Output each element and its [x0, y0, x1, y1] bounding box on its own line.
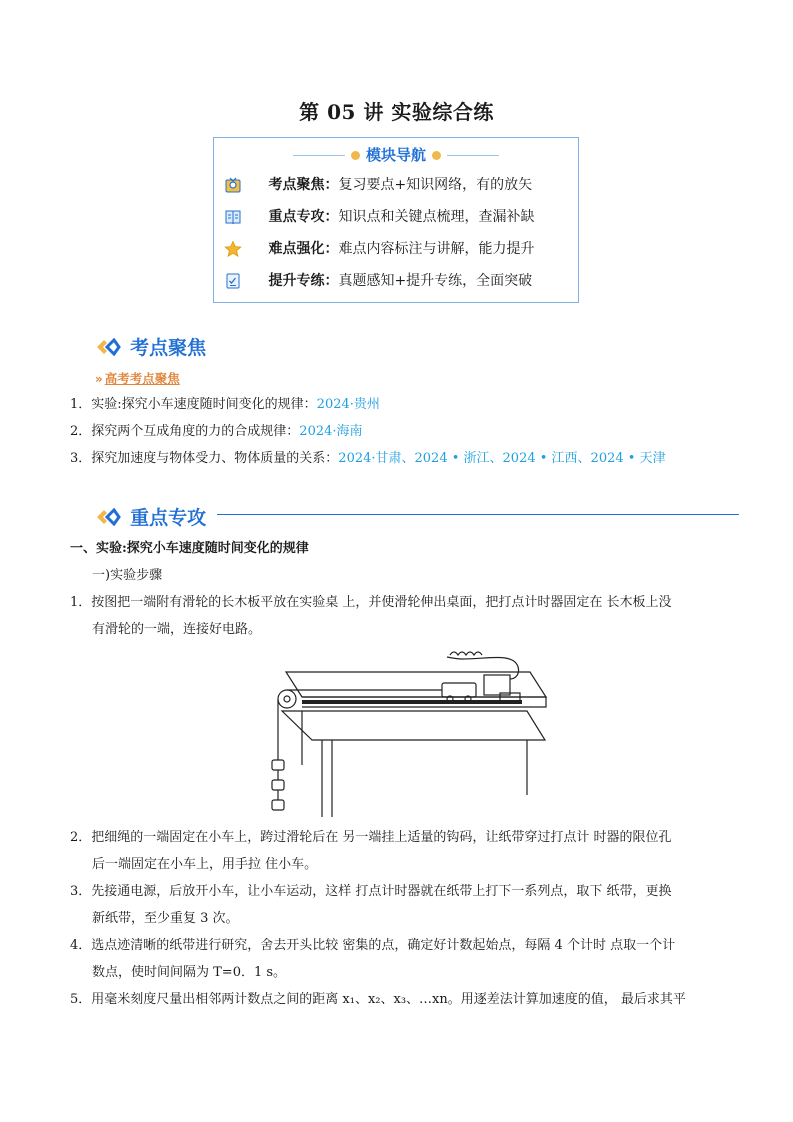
nav-row-key-points: 重点专攻：知识点和关键点梳理，查漏补缺 [224, 206, 534, 230]
module-navigation-box [213, 137, 579, 303]
step-line: 数点，使时间间隔为 T=0．1 s。 [92, 965, 287, 980]
step-line: 5．用毫米刻度尺量出相邻两计数点之间的距离 x₁、x₂、x₃、…xn。用逐差法计算加速度的值， 最后求其平 [70, 992, 686, 1007]
subsection-title: 一、实验:探究小车速度随时间变化的规律 [70, 541, 309, 556]
star-icon [224, 240, 242, 258]
page-title: 第 05 讲 实验综合练 [299, 100, 494, 124]
section-heading-exam-focus: 考点聚焦 [95, 333, 206, 359]
list-item: 2．探究两个互成角度的力的合成规律：2024·海南 [70, 424, 363, 439]
step-line: 1．按图把一端附有滑轮的长木板平放在实验桌 上，并使滑轮伸出桌面，把打点计时器固定在 长木板上没 [70, 595, 672, 610]
exam-focus-icon [224, 176, 242, 194]
list-item: 3．探究加速度与物体受力、物体质量的关系：2024·甘肃、2024 • 浙江、2024 • 江西、2024 • 天津 [70, 451, 666, 466]
chevron-diamond-icon [95, 338, 121, 356]
step-line: 后一端固定在小车上，用手拉 住小车。 [92, 857, 318, 872]
step-line: 2．把细绳的一端固定在小车上，跨过滑轮后在 另一端挂上适量的钩码，让纸带穿过打点计 时器的限位孔 [70, 830, 672, 845]
step-line: 3．先接通电源，后放开小车，让小车运动，这样 打点计时器就在纸带上打下一系列点，取下 纸带，更换 [70, 884, 672, 899]
nav-heading: 模块导航 [214, 144, 578, 165]
experiment-apparatus-figure [262, 645, 550, 820]
nav-row-practice: 提升专练：真题感知+提升专练，全面突破 [224, 270, 532, 294]
step-line: 新纸带，至少重复 3 次。 [92, 911, 239, 926]
chevron-diamond-icon [95, 508, 121, 526]
section-heading-key-points: 重点专攻 [95, 503, 206, 529]
step-line: 有滑轮的一端，连接好电路。 [92, 622, 262, 637]
nav-row-difficulty: 难点强化：难点内容标注与讲解，能力提升 [224, 238, 534, 262]
sub-heading-gaokao[interactable]: » 高考考点聚焦 [95, 371, 180, 386]
checklist-icon [224, 272, 242, 290]
step-line: 4．选点迹清晰的纸带进行研究，舍去开头比较 密集的点，确定好计数起始点，每隔 4 个计时 点取一个计 [70, 938, 676, 953]
subsection-sub-title: 一)实验步骤 [92, 568, 163, 583]
nav-row-exam-focus: 考点聚焦：复习要点+知识网络，有的放矢 [224, 174, 532, 198]
list-item: 1．实验:探究小车速度随时间变化的规律：2024·贵州 [70, 397, 380, 412]
book-icon [224, 208, 242, 226]
double-chevron-icon: » [95, 372, 103, 386]
section-divider [217, 514, 739, 515]
